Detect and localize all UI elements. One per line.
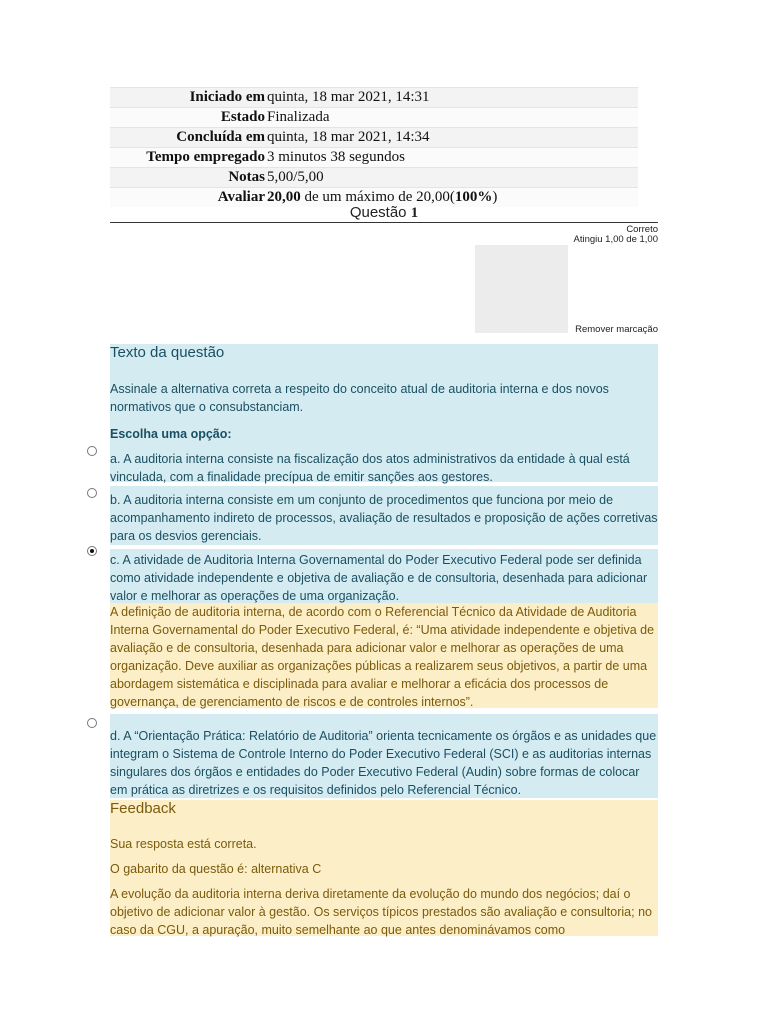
question-title: [110, 204, 658, 223]
feedback-heading: Feedback: [110, 800, 176, 817]
summary-key: Tempo empregado: [110, 148, 267, 168]
option-d-radio[interactable]: [87, 718, 97, 728]
flag-question-box[interactable]: [475, 245, 568, 333]
summary-value: quinta, 18 mar 2021, 14:34: [267, 128, 638, 148]
summary-key: Estado: [110, 108, 267, 128]
summary-value: 5,00/5,00: [267, 168, 638, 188]
feedback-text: A evolução da auditoria interna deriva diretamente da evolução do mundo dos negócios; daí o objetivo de adicionar valor à gestão. Os serviços típicos prestados são avaliação e consultoria; no caso da CGU, a apuração, muito semelhante ao que antes denominávamos como: [110, 887, 652, 937]
attempt-summary-table: [110, 87, 638, 207]
option-a-radio[interactable]: [87, 446, 97, 456]
option-a-text[interactable]: a. A auditoria interna consiste na fiscalização dos atos administrativos da entidade à qual está vinculada, com a finalidade precípua de emitir sanções aos gestores.: [110, 452, 630, 484]
question-prompt: Assinale a alternativa correta a respeito do conceito atual de auditoria interna e dos novos normativos que o consubstanciam.: [110, 382, 609, 414]
question-text-heading: Texto da questão: [110, 344, 225, 361]
summary-value: Finalizada: [267, 108, 638, 128]
summary-key: Iniciado em: [110, 88, 267, 108]
option-d-text[interactable]: d. A “Orientação Prática: Relatório de Auditoria” orienta tecnicamente os órgãos e as unidades que integram o Sistema de Controle Interno do Poder Executivo Federal (SCI) e as auditorias internas singulares dos órgãos e entidades do Poder Executivo Federal (Audin) sobre formas de colocar em prática as diretrizes e os requisitos definidos pelo Referencial Técnico.: [110, 729, 657, 797]
option-b-radio[interactable]: [87, 488, 97, 498]
summary-row: [110, 128, 638, 148]
question-title-prefix: Questão: [349, 204, 411, 221]
summary-key: Avaliar: [110, 188, 267, 208]
summary-row: [110, 88, 638, 108]
grade-close: ): [492, 189, 498, 205]
question-status: Correto: [626, 224, 658, 235]
grade-percent: 100%: [454, 189, 493, 205]
question-grade: Atingiu 1,00 de 1,00: [573, 234, 658, 245]
summary-row: [110, 108, 638, 128]
feedback-correct-message: Sua resposta está correta.: [110, 837, 257, 851]
summary-key: Notas: [110, 168, 267, 188]
summary-value: quinta, 18 mar 2021, 14:31: [267, 88, 638, 108]
choose-option-label: Escolha uma opção:: [110, 427, 232, 441]
option-separator: [110, 545, 658, 549]
option-c-radio[interactable]: [87, 546, 97, 556]
remove-flag-link[interactable]: Remover marcação: [575, 324, 658, 335]
summary-row: [110, 168, 638, 188]
summary-value: 3 minutos 38 segundos: [267, 148, 638, 168]
summary-key: Concluída em: [110, 128, 267, 148]
grade-score: 20,00: [267, 189, 301, 205]
grade-max: de um máximo de 20,00(: [300, 189, 455, 205]
option-c-text[interactable]: c. A atividade de Auditoria Interna Governamental do Poder Executivo Federal pode ser definida como atividade independente e objetiva de avaliação e de consultoria, desenhada para adicionar valor e melhorar as operações de uma organização.: [110, 553, 648, 603]
option-b-text[interactable]: b. A auditoria interna consiste em um conjunto de procedimentos que funciona por meio de acompanhamento indireto de processos, avaliação de resultados e proposição de ações corretivas para os desvios gerenciais.: [110, 493, 658, 543]
question-number: 1: [410, 205, 419, 221]
feedback-answer-key: O gabarito da questão é: alternativa C: [110, 862, 322, 876]
summary-row: [110, 148, 638, 168]
option-c-explanation: A definição de auditoria interna, de acordo com o Referencial Técnico da Atividade de Auditoria Interna Governamental do Poder Executivo Federal, é: “Uma atividade independente e objetiva de avaliação e de consultoria, desenhada para adicionar valor e melhorar as operações de uma organização. Deve auxiliar as organizações públicas a realizarem seus objetivos, a partir de uma abordagem sistemática e disciplinada para avaliar e melhorar a eficácia dos processos de governança, de gerenciamento de riscos e de controles internos”.: [110, 605, 655, 709]
